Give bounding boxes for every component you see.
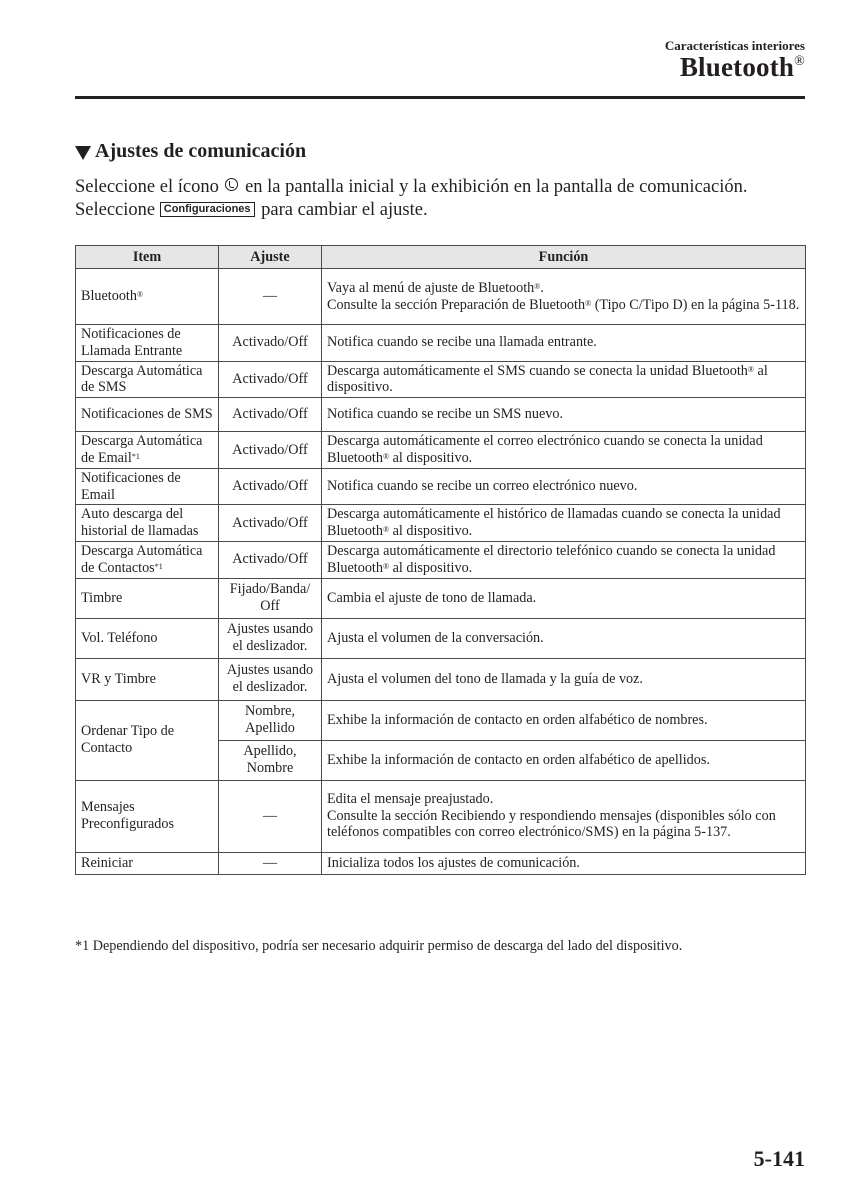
cell-item [76, 505, 219, 542]
funcion-line: Consulte la sección Recibiendo y respondiendo mensajes (disponibles sólo con teléfonos compatibles con correo electrónico/SMS) en la página 5-137. [327, 807, 776, 841]
cell-ajuste: Activado/Off [219, 325, 322, 362]
cell-item [76, 398, 219, 432]
intro-paragraph [75, 176, 815, 222]
cell-funcion [322, 541, 806, 578]
cell-funcion [322, 361, 806, 398]
cell-item [76, 325, 219, 362]
cell-ajuste: Activado/Off [219, 505, 322, 542]
registered-mark: ® [794, 54, 805, 69]
registered-mark: ® [747, 364, 754, 374]
cell-item [76, 432, 219, 469]
intro-text: en la pantalla inicial y la exhibición en la pantalla de comunicación. [245, 177, 748, 197]
intro-text: Seleccione el ícono [75, 177, 219, 197]
item-text: Descarga Automática de SMS [81, 362, 203, 396]
cell-item [76, 658, 219, 700]
section-heading [75, 140, 306, 163]
intro-text: para cambiar el ajuste. [261, 200, 428, 220]
table-row [76, 578, 806, 618]
table-row [76, 618, 806, 658]
cell-item [76, 578, 219, 618]
table-row [76, 325, 806, 362]
cell-funcion: Exhibe la información de contacto en orden alfabético de nombres. [322, 700, 806, 740]
footnote-ref: *1 [154, 561, 163, 571]
cell-ajuste: — [219, 780, 322, 852]
settings-table [75, 245, 806, 875]
footnote: *1 Dependiendo del dispositivo, podría ser necesario adquirir permiso de descarga del lado del dispositivo. [75, 938, 683, 954]
item-text: Descarga Automática de Email [81, 433, 203, 466]
table-row [76, 361, 806, 398]
cell-ajuste: Activado/Off [219, 398, 322, 432]
item-text: Auto descarga del historial de llamadas [81, 506, 199, 540]
funcion-line: Descarga automáticamente el histórico de llamadas cuando se conecta la unidad Bluetooth® al dispositivo. [327, 506, 781, 540]
cell-funcion [322, 432, 806, 469]
header-divider [75, 96, 805, 99]
column-header-ajuste: Ajuste [219, 246, 322, 269]
item-text: Notificaciones de SMS [81, 406, 213, 423]
cell-item [76, 618, 219, 658]
funcion-line: Ajusta el volumen de la conversación. [327, 629, 544, 646]
item-text: Descarga Automática de Contactos [81, 542, 203, 576]
registered-mark: ® [136, 290, 144, 300]
cell-funcion: Exhibe la información de contacto en orden alfabético de apellidos. [322, 740, 806, 780]
table-row [76, 852, 806, 874]
intro-line-2 [75, 199, 815, 222]
funcion-line: Notifica cuando se recibe un SMS nuevo. [327, 406, 564, 423]
funcion-line: Notifica cuando se recibe una llamada entrante. [327, 334, 597, 351]
cell-funcion [322, 578, 806, 618]
table-row [76, 780, 806, 852]
footnote-ref: *1 [131, 451, 140, 461]
cell-item: Reiniciar [76, 852, 219, 874]
cell-item [76, 541, 219, 578]
cell-ajuste: — [219, 852, 322, 874]
table-row [76, 700, 806, 740]
funcion-line: Descarga automáticamente el correo electrónico cuando se conecta la unidad Bluetooth® al dispositivo. [327, 433, 763, 466]
cell-ajuste: Fijado/Banda/ Off [219, 578, 322, 618]
cell-funcion [322, 398, 806, 432]
cell-ajuste: Activado/Off [219, 361, 322, 398]
table-row [76, 269, 806, 325]
funcion-line: Vaya al menú de ajuste de Bluetooth®. [327, 279, 544, 296]
registered-mark: ® [382, 451, 390, 461]
registered-mark: ® [382, 525, 390, 535]
cell-funcion [322, 618, 806, 658]
cell-funcion [322, 780, 806, 852]
intro-line-1 [75, 176, 815, 199]
item-text: Notificaciones de Email [81, 469, 181, 503]
item-text: VR y Timbre [81, 670, 156, 687]
item-text: Notificaciones de Llamada Entrante [81, 326, 183, 359]
funcion-line: Cambia el ajuste de tono de llamada. [327, 589, 537, 606]
cell-ajuste: Activado/Off [219, 541, 322, 578]
cell-ajuste: Apellido, Nombre [219, 740, 322, 780]
cell-ajuste: Ajustes usando el deslizador. [219, 658, 322, 700]
item-text: Vol. Teléfono [81, 629, 158, 646]
cell-ajuste: Nombre, Apellido [219, 700, 322, 740]
column-header-item: Item [76, 246, 219, 269]
table-row [76, 468, 806, 505]
cell-item [76, 468, 219, 505]
registered-mark: ® [382, 561, 390, 571]
registered-mark: ® [585, 298, 592, 308]
table-row [76, 505, 806, 542]
funcion-line: Notifica cuando se recibe un correo electrónico nuevo. [327, 478, 638, 495]
cell-ajuste: Activado/Off [219, 432, 322, 469]
cell-funcion [322, 658, 806, 700]
section-heading-text: Ajustes de comunicación [95, 140, 307, 162]
cell-item: Mensajes Preconfigurados [76, 780, 219, 852]
registered-mark: ® [534, 281, 541, 291]
cell-funcion [322, 468, 806, 505]
table-row [76, 398, 806, 432]
phone-icon [225, 178, 238, 191]
cell-ajuste: Activado/Off [219, 468, 322, 505]
table-row [76, 541, 806, 578]
intro-text: Seleccione [75, 200, 156, 220]
funcion-line: Inicializa todos los ajustes de comunicación. [327, 854, 580, 871]
cell-item [76, 361, 219, 398]
page-title [680, 52, 805, 83]
item-text: Timbre [81, 589, 123, 606]
chapter-label: Características interiores [664, 38, 805, 53]
cell-funcion [322, 269, 806, 325]
cell-item: Ordenar Tipo de Contacto [76, 700, 219, 780]
cell-funcion [322, 852, 806, 874]
table-row [76, 658, 806, 700]
cell-funcion [322, 505, 806, 542]
configuraciones-button: Configuraciones [160, 202, 255, 217]
funcion-line: Edita el mensaje preajustado. [327, 790, 494, 807]
cell-funcion [322, 325, 806, 362]
cell-item [76, 269, 219, 325]
table-header-row [76, 246, 806, 269]
funcion-line: Consulte la sección Preparación de Bluetooth® (Tipo C/Tipo D) en la página 5-118. [327, 296, 800, 313]
cell-ajuste: — [219, 269, 322, 325]
cell-ajuste: Ajustes usando el deslizador. [219, 618, 322, 658]
triangle-down-icon [75, 146, 91, 160]
column-header-funcion: Función [322, 246, 806, 269]
page-title-text: Bluetooth [679, 52, 795, 82]
page-number: 5-141 [753, 1146, 805, 1171]
funcion-line: Descarga automáticamente el SMS cuando se conecta la unidad Bluetooth® al dispositivo. [327, 362, 768, 396]
table-row [76, 432, 806, 469]
funcion-line: Descarga automáticamente el directorio telefónico cuando se conecta la unidad Bluetooth® al dispositivo. [327, 542, 776, 576]
item-text: Bluetooth [81, 288, 137, 305]
funcion-line: Ajusta el volumen del tono de llamada y la guía de voz. [327, 670, 643, 687]
